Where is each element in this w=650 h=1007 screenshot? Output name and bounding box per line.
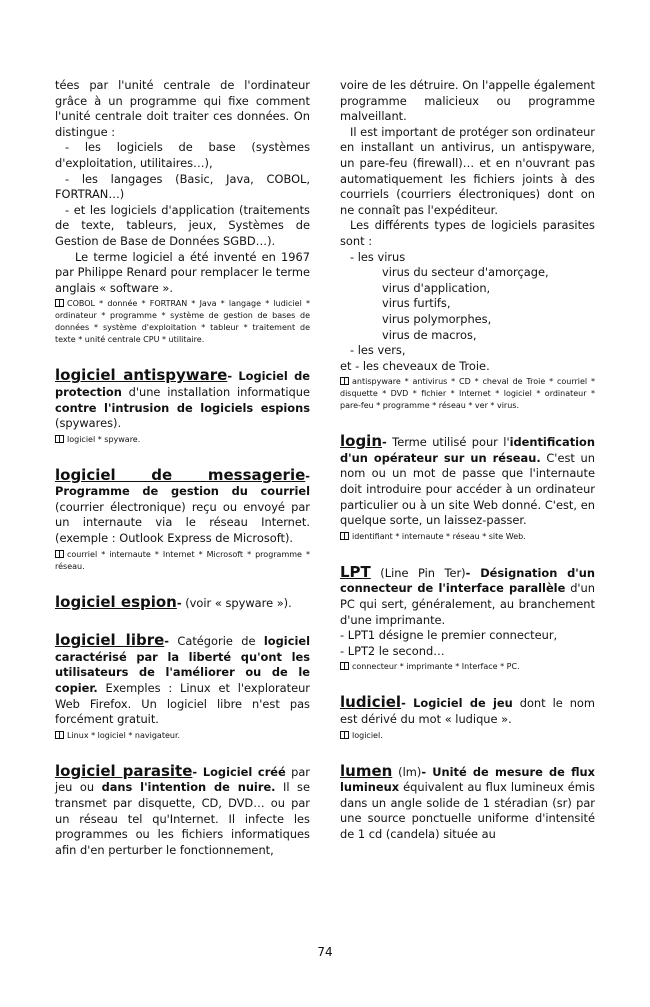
entry-logiciel-parasite: logiciel parasite- Logiciel créé par jeu ou dans l'intention de nuire. Il se transmet par disquette, CD, DVD… ou par un réseau tel qu'Internet. Il infecte les programmes ou les fichiers informatiques afin d'en perturber le fonctionnement, [55, 761, 310, 857]
entry-headword: logiciel espion [55, 592, 177, 611]
history-paragraph: Le terme logiciel a été inventé en 1967 par Philippe Renard pour remplacer le terme anglais « software ». [55, 249, 310, 295]
list-item: virus d'application, [382, 280, 491, 295]
cross-reference: antispyware * antivirus * CD * cheval de Troie * courriel * disquette * DVD * fichier * Internet * logiciel * ordinateur * pare-feu * programme * réseau * ver * virus. [340, 377, 595, 411]
entry-login: login- Terme utilisé pour l'identification d'un opérateur sur un réseau. C'est un nom ou un mot de passe que l'internaute doit introduire pour accéder à un ordinateur particulier ou à un site Web donné. C'est, en quelque sorte, un laissez-passer. identifiant * internaute * réseau * site Web. [340, 432, 595, 541]
list-item: virus polymorphes, [382, 311, 492, 326]
cross-reference: logiciel * spyware. [55, 434, 310, 446]
cross-reference: identifiant * internaute * réseau * site Web. [340, 531, 595, 543]
list-item: - les vers, [350, 343, 406, 358]
entry-logiciel-de-messagerie: logiciel de messagerie- Programme de gestion du courriel (courrier électronique) reçu ou envoyé par un internaute via le réseau Internet. (exemple : Outlook Express de Microsoft). courriel * internaute * Internet * Microsoft * programme * réseau. [55, 465, 310, 571]
entry-headword: logiciel antispyware [55, 366, 228, 385]
entry-lumen: lumen (lm)- Unité de mesure de flux lumineux équivalent au flux lumineux émis dans un angle solide de 1 stéradian (sr) par une source ponctuelle uniforme d'intensité de 1 cd (candela) située au [340, 761, 595, 841]
cross-reference: Linux * logiciel * navigateur. [55, 730, 310, 742]
book-icon [340, 532, 349, 540]
book-icon [340, 377, 349, 385]
entry-logiciel-espion: logiciel espion- (voir « spyware »). [55, 592, 292, 611]
entry-headword: logiciel de messagerie [55, 465, 306, 484]
list-item: - LPT2 le second… [340, 643, 445, 658]
list-item: - et les logiciels d'application (traitements de texte, tableurs, jeux, Systèmes de Gestion de Base de Données SGBD…). [55, 202, 310, 248]
book-icon [340, 731, 349, 739]
list-item: - les logiciels de base (systèmes d'exploitation, utilitaires…), [55, 140, 310, 170]
page-number: 74 [317, 945, 333, 959]
paragraph: Les différents types de logiciels parasites sont : [340, 218, 595, 248]
entry-headword: login [340, 432, 383, 451]
book-icon [340, 662, 349, 670]
list-item: virus du secteur d'amorçage, [382, 265, 549, 280]
cross-reference: logiciel. [340, 730, 595, 742]
list-item: - les langages (Basic, Java, COBOL, FORTRAN…) [55, 171, 310, 202]
cross-reference: connecteur * imprimante * Interface * PC. [340, 661, 595, 673]
list-item: virus furtifs, [382, 296, 451, 311]
book-icon [55, 731, 64, 739]
cross-reference: COBOL * donnée * FORTRAN * Java * langage * ludiciel * ordinateur * programme * système de gestion de bases de données * système d'exploitation * tableur * traitement de texte * unité centrale CPU * utilitaire. [55, 299, 310, 345]
list-item: - LPT1 désigne le premier connecteur, [340, 628, 558, 643]
list-item: virus de macros, [382, 327, 477, 342]
entry-logiciel-libre: logiciel libre- Catégorie de logiciel caractérisé par la liberté qu'ont les utilisateurs de l'améliorer ou de le copier. Exemples : Linux et l'explorateur Web Firefox. Un logiciel libre n'est pas forcément gratuit. Linux * logiciel * navigateur. [55, 631, 310, 740]
entry-headword: logiciel libre [55, 631, 165, 650]
entry-headword: LPT [340, 562, 371, 581]
book-icon [55, 550, 64, 558]
entry-lpt: LPT (Line Pin Ter)- Désignation d'un connecteur de l'interface parallèle d'un PC qui sert, généralement, au branchement d'une imprimante. - LPT1 désigne le premier connecteur, - LPT2 le second… connecteur * imprimante * Interface * PC. [340, 562, 595, 672]
list-item: - les virus [350, 249, 406, 264]
left-column [55, 78, 310, 858]
paragraph: Il est important de protéger son ordinateur en installant un antivirus, un antispyware, un pare-feu (firewall)… et en n'ouvrant pas automatiquement les fichiers joints à des courriels (courriers électroniques) dont on ne connaît pas l'expéditeur. [340, 124, 595, 217]
entry-headword: ludiciel [340, 693, 402, 712]
entry-ludiciel: ludiciel- Logiciel de jeu dont le nom est dérivé du mot « ludique ». logiciel. [340, 693, 595, 740]
entry-headword: lumen [340, 761, 393, 780]
list-item: et - les cheveaux de Troie. [340, 358, 490, 373]
cross-reference: courriel * internaute * Internet * Microsoft * programme * réseau. [55, 549, 310, 571]
continuation-paragraph: voire de les détruire. On l'appelle également programme malicieux ou programme malveillant. [340, 78, 595, 124]
right-column [340, 78, 595, 843]
intro-paragraph: tées par l'unité centrale de l'ordinateur grâce à un programme qui fixe comment l'unité centrale doit traiter ces données. On distingue : [55, 78, 310, 139]
entry-headword: logiciel parasite [55, 761, 193, 780]
entry-logiciel-antispyware: logiciel antispyware- Logiciel de protection d'une installation informatique contre l'intrusion de logiciels espions (spywares). logiciel * spyware. [55, 366, 310, 444]
book-icon [55, 435, 64, 443]
book-icon [55, 299, 64, 307]
